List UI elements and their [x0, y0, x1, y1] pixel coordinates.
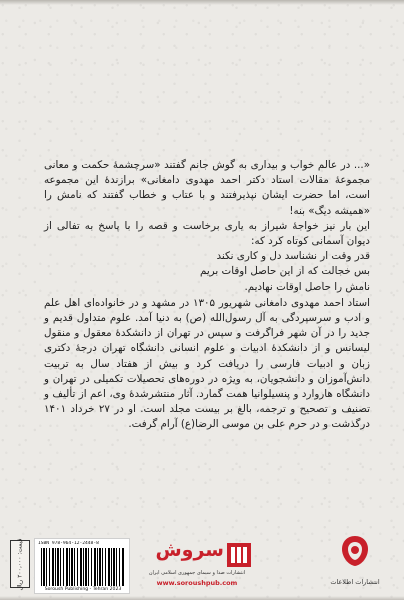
- soroush-wordmark: سروش: [155, 539, 224, 561]
- intro-paragraph: «... در عالم خواب و بیداری به گوش جانم گفتند «سرچشمهٔ حکمت و معانی مجموعهٔ مقالات استاد دکتر احمد مهدوی دامغانی» برازندهٔ این مجموعه است، اما حضرت ایشان نپذیرفتند و با عتاب و خطاب گفتند که نامش را «همیشه دیگ» بنه!: [44, 159, 370, 217]
- title-explanation: نامش را حاصل اوقات نهادیم.: [244, 280, 370, 293]
- top-edge-shadow: [0, 0, 404, 5]
- verse-line-1: قدر وقت ار نشناسد دل و کاری نکند: [216, 250, 370, 263]
- blurb-text: [44, 158, 370, 433]
- ettelaat-wordmark: انتشارات اطلاعات: [330, 578, 380, 586]
- price-label: قیمت: ۲۰۰،۰۰۰ ریال: [16, 538, 24, 590]
- isbn-barcode: [34, 538, 130, 594]
- bottom-edge-shadow: [0, 596, 404, 600]
- ettelaat-publisher-logo: [322, 534, 388, 594]
- ettelaat-logo-icon: [339, 534, 371, 568]
- verse-line-2: بس خجالت که از این حاصل اوقات بریم: [199, 265, 370, 278]
- soroush-publisher-logo: [138, 536, 256, 592]
- barcode-publisher-line: Soroush Publishing - Tehran 2023: [44, 587, 122, 592]
- barcode-bars: [41, 548, 125, 586]
- author-biography: استاد احمد مهدوی دامغانی شهریور ۱۳۰۵ در مشهد و در خانواده‌ای اهل علم و ادب و سرسپردگی به آل رسول‌الله (ص) به دنیا آمد. علوم متداول قدیم و جدید را در آن شهر فراگرفت و سپس در تهران از دانشکدهٔ معقول و منقول لیسانس و از دانشکدهٔ ادبیات و علوم انسانی دانشگاه تهران درجهٔ دکتری زبان و ادبیات فارسی را دریافت کرد و بیش از هفتاد سال به تربیت دانش‌آموزان و دانشجویان، به ویژه در دوره‌های تحصیلات تکمیلی در تهران و دانشگاه هاروارد و پنسیلوانیا همت گمارد. آثار منتشرشدهٔ وی، اعم از تألیف و تصنیف و تصحیح و ترجمه، بالغ بر بیست مجلد است. او در ۲۷ خرداد ۱۴۰۱ درگذشت و در حرم علی بن موسی الرضا(ع) آرام گرفت.: [44, 296, 370, 431]
- intro-continuation: این بار نیز خواجهٔ شیراز به یاری برخاست و قصه را با پاسخ به تفالی از دیوان آسمانی کوتاه کرد که:: [44, 219, 370, 248]
- isbn-number: ISBN 978-964-12-2448-8: [38, 541, 99, 546]
- soroush-logo-icon: [224, 540, 254, 570]
- soroush-description: انتشارات صدا و سیمای جمهوری اسلامی ایران: [148, 570, 246, 576]
- price-box: [10, 540, 30, 588]
- soroush-website: www.soroushpub.com: [156, 579, 238, 587]
